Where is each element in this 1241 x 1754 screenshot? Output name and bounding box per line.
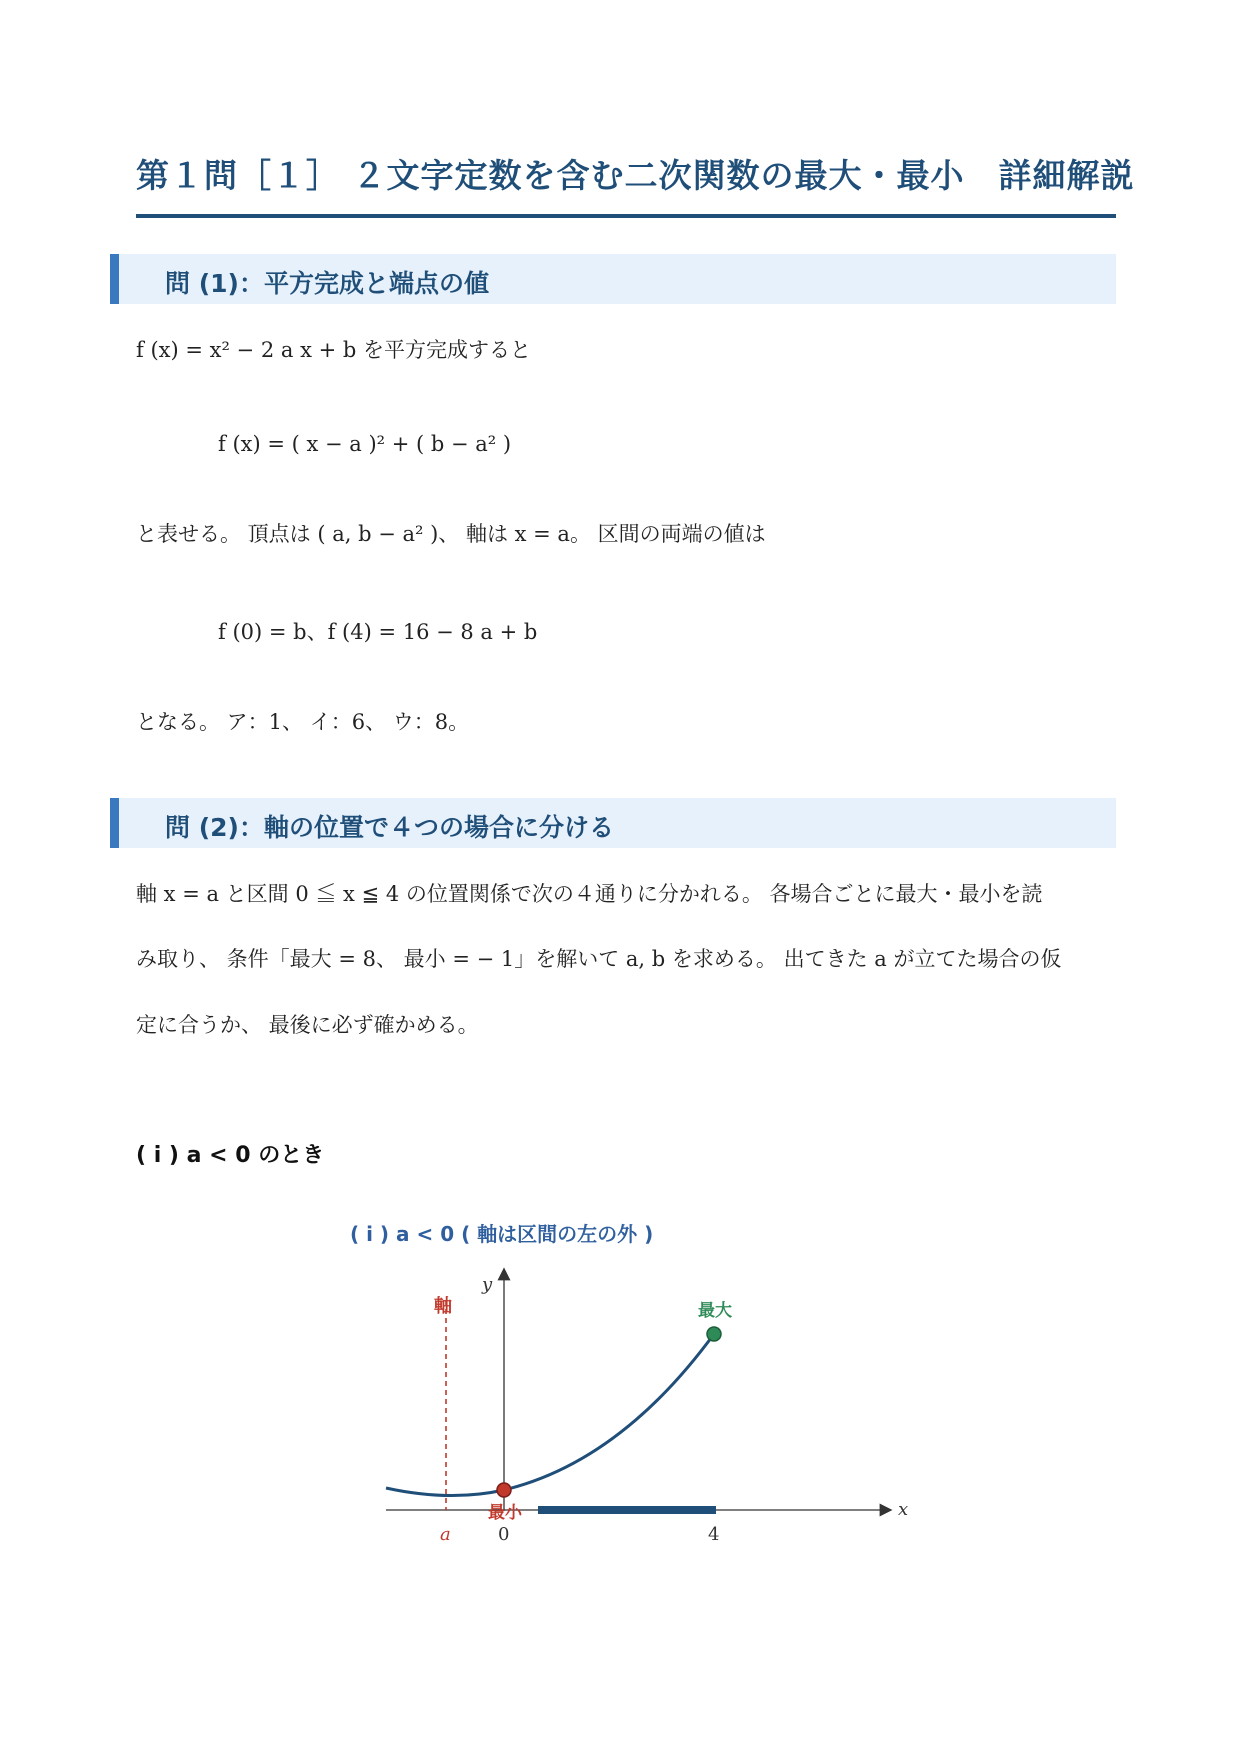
tick-4-label: 4 — [708, 1524, 720, 1545]
section-heading-1-label: 問 (1)：平方完成と端点の値 — [165, 269, 489, 298]
section-heading-2 — [110, 798, 1116, 848]
paragraph: と表せる。 頂点は ( a, b − a² )、 軸は x = a。 区間の両端の値は — [136, 522, 766, 546]
axis-label: 軸 — [434, 1296, 452, 1317]
paragraph-line: み取り、 条件「最大 = 8、 最小 = − 1」を解いて a, b を求める。 出てきた a が立てた場合の仮 — [136, 947, 1062, 971]
paragraph-line: 定に合うか、 最後に必ず確かめる。 — [136, 1013, 479, 1037]
equation: f (0) = b、f (4) = 16 − 8 a + b — [218, 620, 538, 644]
section-heading-2-label: 問 (2)：軸の位置で４つの場合に分ける — [165, 813, 614, 842]
max-label: 最大 — [698, 1301, 732, 1321]
figure-title: ( i ) a < 0 ( 軸は区間の左の外 ) — [350, 1222, 654, 1246]
section-heading-1 — [110, 254, 1116, 304]
interval-bar — [538, 1506, 716, 1514]
y-axis-label: y — [482, 1274, 493, 1295]
x-axis-label: x — [898, 1499, 909, 1520]
paragraph-line: 軸 x = a と区間 0 ≦ x ≦ 4 の位置関係で次の４通りに分かれる。 各場合ごとに最大・最小を読 — [136, 882, 1043, 906]
min-point — [497, 1483, 511, 1497]
case-figure — [330, 1210, 930, 1570]
max-point — [707, 1327, 721, 1341]
equation: f (x) = ( x − a )² + ( b − a² ) — [218, 432, 512, 456]
a-tick-label: a — [440, 1524, 451, 1545]
tick-0-label: 0 — [498, 1524, 510, 1545]
paragraph: となる。 ア：1、 イ：6、 ウ：8。 — [136, 710, 470, 734]
graph — [330, 1210, 930, 1570]
page-title: 第１問［１］ ２文字定数を含む二次関数の最大・最小 詳細解説 — [136, 156, 1135, 195]
title-rule — [136, 214, 1116, 218]
case-heading: ( i ) a < 0 のとき — [136, 1143, 325, 1168]
parabola-curve — [386, 1334, 714, 1496]
paragraph: f (x) = x² − 2 a x + b を平方完成すると — [136, 338, 531, 362]
min-label: 最小 — [488, 1503, 522, 1523]
